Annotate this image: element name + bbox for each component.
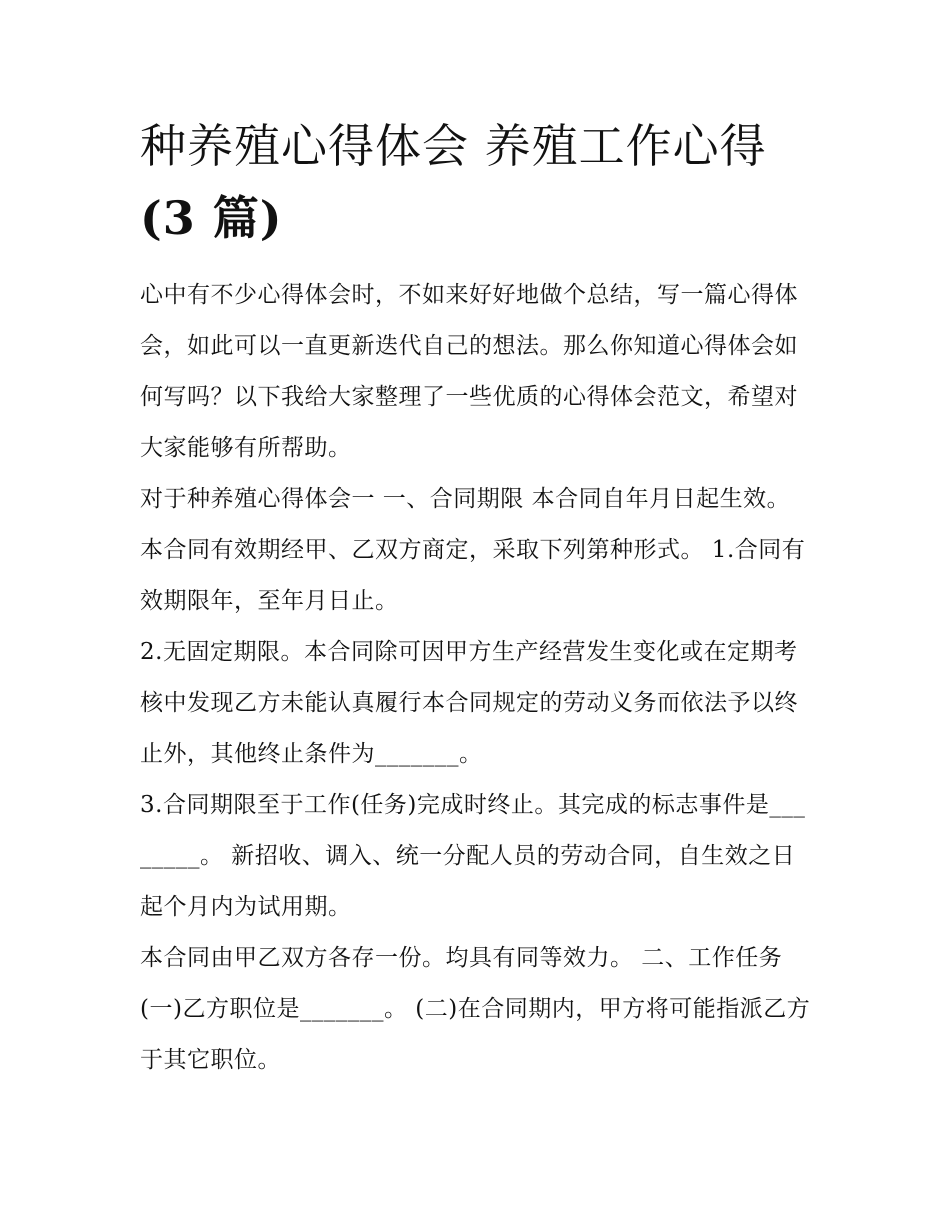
document-title bbox=[140, 110, 812, 254]
paragraph-work-task: 本合同由甲乙双方各存一份。均具有同等效力。 二、工作任务 (一)乙方职位是_______。 (二)在合同期内，甲方将可能指派乙方于其它职位。 bbox=[140, 945, 811, 1073]
paragraph-task-term: 3.合同期限至于工作(任务)完成时终止。其完成的标志事件是________。 新招收、调入、统一分配人员的劳动合同，自生效之日起个月内为试用期。 bbox=[140, 792, 806, 920]
title-line-1: 种养殖心得体会 养殖工作心得 bbox=[140, 119, 767, 173]
document-body bbox=[140, 110, 812, 1086]
paragraph-no-fixed-term: 2.无固定期限。本合同除可因甲方生产经营发生变化或在定期考核中发现乙方未能认真履行本合同规定的劳动义务而依法予以终止外，其他终止条件为_______。 bbox=[140, 639, 798, 767]
paragraph-contract-term: 对于种养殖心得体会一 一、合同期限 本合同自年月日起生效。本合同有效期经甲、乙双方商定，采取下列第种形式。 1.合同有效期限年，至年月日止。 bbox=[140, 486, 806, 614]
paragraph-intro: 心中有不少心得体会时，不如来好好地做个总结，写一篇心得体会，如此可以一直更新迭代自己的想法。那么你知道心得体会如何写吗？以下我给大家整理了一些优质的心得体会范文，希望对大家能够有所帮助。 bbox=[140, 282, 798, 461]
title-line-2: (3 篇) bbox=[140, 191, 283, 245]
